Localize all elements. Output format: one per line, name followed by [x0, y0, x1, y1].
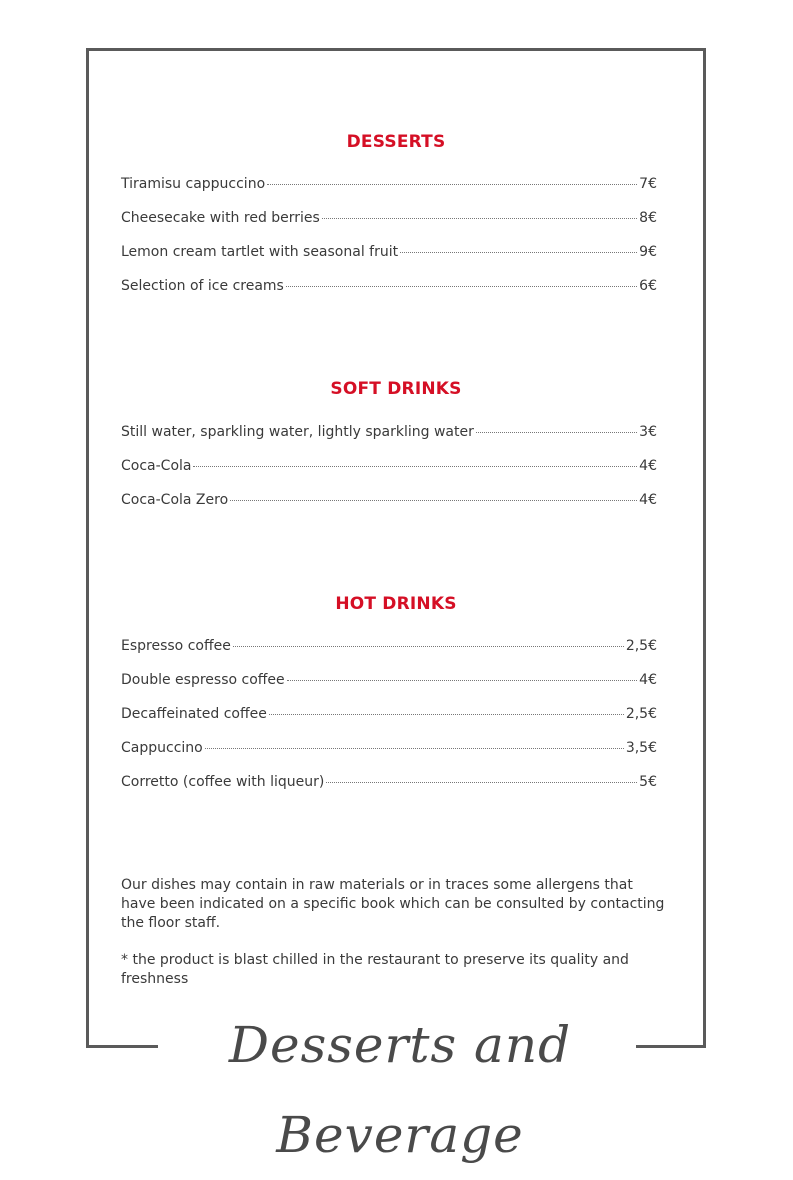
item-price: 2,5€	[625, 638, 657, 654]
soft-drinks-list	[121, 424, 657, 526]
item-name: Cheesecake with red berries	[121, 210, 320, 226]
list-item	[121, 740, 657, 774]
item-name: Still water, sparkling water, lightly sparkling water	[121, 424, 474, 440]
list-item	[121, 244, 657, 278]
signature-text: Desserts and Beverage	[228, 1016, 572, 1164]
item-name: Coca-Cola	[121, 458, 192, 474]
item-price: 3€	[639, 424, 657, 440]
item-name: Espresso coffee	[121, 638, 231, 654]
item-price: 7€	[639, 176, 657, 192]
allergen-note: Our dishes may contain in raw materials or in traces some allergens that have been indicated on a specific book which can be consulted by contacting the floor staff.	[121, 877, 665, 931]
dot-leader	[230, 500, 637, 501]
dot-leader	[322, 218, 637, 219]
item-name: Corretto (coffee with liqueur)	[121, 774, 325, 790]
dot-leader	[476, 432, 637, 433]
dot-leader	[287, 680, 638, 681]
dot-leader	[326, 782, 637, 783]
item-name: Lemon cream tartlet with seasonal fruit	[121, 244, 399, 260]
item-price: 6€	[639, 278, 657, 294]
list-item	[121, 774, 657, 808]
item-price: 3,5€	[625, 740, 657, 756]
list-item	[121, 176, 657, 210]
list-item	[121, 706, 657, 740]
dot-leader	[205, 748, 624, 749]
item-price: 5€	[639, 774, 657, 790]
section-title-hot-drinks: HOT DRINKS	[335, 594, 457, 614]
dot-leader	[286, 286, 637, 287]
desserts-list	[121, 176, 657, 312]
list-item	[121, 458, 657, 492]
item-price: 4€	[639, 492, 657, 508]
section-title-soft-drinks: SOFT DRINKS	[330, 379, 462, 399]
list-item	[121, 638, 657, 672]
list-item	[121, 210, 657, 244]
frame-bottom-line-left	[86, 1045, 158, 1048]
list-item	[121, 424, 657, 458]
item-price: 2,5€	[625, 706, 657, 722]
item-name: Selection of ice creams	[121, 278, 284, 294]
dot-leader	[267, 184, 637, 185]
item-name: Double espresso coffee	[121, 672, 285, 688]
item-name: Tiramisu cappuccino	[121, 176, 266, 192]
dot-leader	[269, 714, 624, 715]
blast-chilled-note: * the product is blast chilled in the restaurant to preserve its quality and freshness	[121, 952, 629, 987]
item-price: 4€	[639, 458, 657, 474]
hot-drinks-list	[121, 638, 657, 808]
dot-leader	[400, 252, 637, 253]
notes	[121, 876, 671, 1007]
item-name: Cappuccino	[121, 740, 203, 756]
item-name: Coca-Cola Zero	[121, 492, 229, 508]
list-item	[121, 672, 657, 706]
item-name: Decaffeinated coffee	[121, 706, 267, 722]
signature-logo	[150, 1000, 650, 1164]
dot-leader	[193, 466, 637, 467]
item-price: 4€	[639, 672, 657, 688]
item-price: 9€	[639, 244, 657, 260]
item-price: 8€	[639, 210, 657, 226]
section-title-desserts: DESSERTS	[346, 132, 446, 152]
list-item	[121, 278, 657, 312]
dot-leader	[233, 646, 624, 647]
list-item	[121, 492, 657, 526]
